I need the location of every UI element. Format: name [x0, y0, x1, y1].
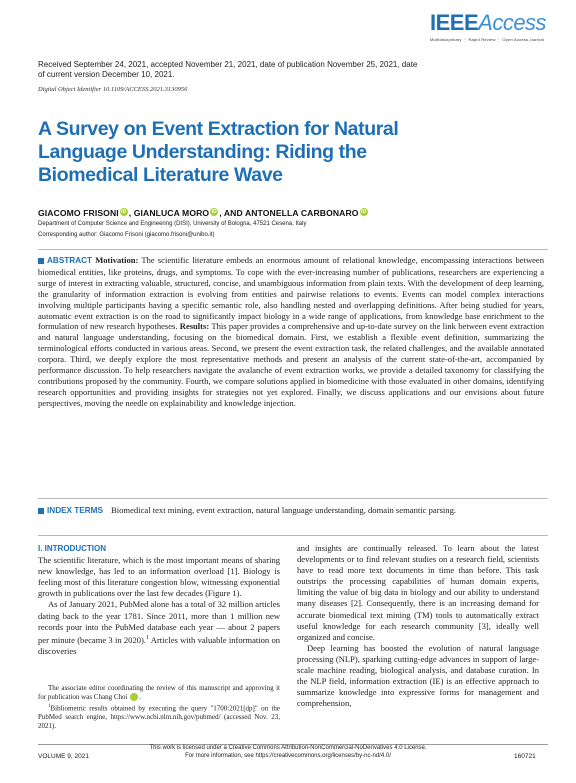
left-column [38, 543, 280, 657]
orcid-icon[interactable]: iD [211, 209, 217, 215]
orcid-icon[interactable]: iD [121, 209, 127, 215]
footnotes [38, 684, 280, 731]
index-terms-text: Biomedical text mining, event extraction, natural language understanding, domain semantic parsing. [110, 505, 457, 515]
index-terms-label: INDEX TERMS [47, 506, 103, 515]
section-marker-icon [38, 508, 44, 514]
index-terms [38, 505, 544, 516]
orcid-icon[interactable]: iD [130, 693, 138, 701]
author-list [38, 208, 369, 218]
divider [38, 498, 548, 499]
paragraph: As of January 2021, PubMed alone has a total of 32 million articles dating back to the year 1781. Since 2011, more than 1 million new records pour into the PubMed database each year — about 2 papers per minute (became 3 in 2020).$^1$ Articles with valuable information on discoveries [38, 599, 280, 656]
motivation-label: Motivation: [95, 255, 139, 265]
license-line: This work is licensed under a Creative Commons Attribution-NonCommercial-NoDerivatives 4.0 License. [149, 745, 427, 751]
right-column [297, 543, 539, 709]
author-name: , AND ANTONELLA CARBONARO [219, 208, 359, 218]
license-link[interactable]: For more information, see https://creativecommons.org/licenses/by-nc-nd/4.0/ [185, 752, 391, 759]
author-name: , GIANLUCA MORO [128, 208, 210, 218]
divider [38, 249, 548, 250]
paragraph: Deep learning has boosted the evolution of natural language processing (NLP), sparking cutting-edge advances in support of large-scale machine reading, biological analysis, and database curation. In the NLP field, information extraction (IE) is an effective approach to summarize knowledge into expressive forms for management and comprehension, [297, 642, 539, 709]
doi-line: Digital Object Identifier 10.1109/ACCESS.2021.3130956 [38, 86, 188, 93]
section-marker-icon [38, 258, 44, 264]
results-text: This paper provides a comprehensive and up-to-date survey on the link between event extraction and natural language understanding, focusing on the biomedical domain. First, we establish a flexible event definition, summarizing the terminological efforts conducted in various areas. Second, we present the event extraction task, the related challenges, and the available annotated corpora. Third, we deeply explore the most representative methods and present an analysis of the current state-of-the-art, accompanied by performance discussion. To help researchers navigate the avalanche of event extraction works, we provide a detailed taxonomy for classifying the contributions proposed by the community. Fourth, we compare solutions applied in biomedicine with those evaluated in other domains, identifying research opportunities and providing insights for strategies not yet explored. Finally, we discuss applications and our envisions about future perspectives, moving the needle on explainability and knowledge injection. [38, 321, 544, 408]
abstract-block [38, 255, 544, 409]
footnote-1: $^1$Bibliometric results obtained by executing the query "1700:2021[dp]" on the PubMed search engine, https://www.ncbi.nlm.nih.gov/pubmed/ (accessed Nov. 23, 2021). [38, 704, 280, 731]
affiliation: Department of Computer Science and Engineering (DISI), University of Bologna, 47521 Cesena, Italy [38, 221, 307, 227]
logo-tagline: Multidisciplinary ⋮ Rapid Review ⋮ Open Access Journal [430, 37, 544, 42]
motivation-text: The scientific literature embeds an enormous amount of relational knowledge, encompassing interactions between biomedical entities, like proteins, drugs, and symptoms. To cope with the ever-increasing number of publications, researchers are experiencing a surge of interest in extracting valuable, structured, concise, and unambiguous information from plain texts. With the development of deep learning, the granularity of information extraction is evolving from entities and pairwise relations to events. Events can model complex interactions involving multiple participants having a specific semantic role, also handling nested and overlapping definitions. After being studied for years, automatic event extraction is on the road to significantly impact biology in a wide range of applications, from knowledge base enrichment to the formulation of new research hypotheses. [38, 255, 544, 332]
orcid-icon[interactable]: iD [360, 209, 367, 215]
volume-label: VOLUME 9, 2021 [38, 753, 89, 760]
journal-logo [430, 12, 545, 52]
paragraph: and insights are continually released. To learn about the latest developments or to find relevant studies on a research field, scientists have to read more text documents in time than before. This task outstrips the processing capabilities of human domain experts, limiting the value of big data in biology and our ability to understand many diseases [2]. Consequently, there is an increasing demand for accurate biomedical text mining (TM) tools to automatically extract useful knowledge for each research community [3], ideally well organized and concise. [297, 543, 539, 642]
divider [38, 535, 548, 536]
logo-wordmark: IEEEAccess [430, 10, 547, 35]
paper-title: A Survey on Event Extraction for Natural Language Understanding: Riding the Biomedical Literature Wave [38, 118, 399, 186]
publication-dates: Received September 24, 2021, accepted November 21, 2021, date of publication November 25, 2021, date of current version December 10, 2021. [38, 60, 418, 79]
results-label: Results: [179, 321, 210, 332]
abstract-label: ABSTRACT [47, 256, 93, 265]
section-heading: I. INTRODUCTION [38, 544, 106, 553]
corresponding-author: Corresponding author: Giacomo Frisoni (giacomo.frisoni@unibo.it) [38, 232, 215, 238]
author-name: GIACOMO FRISONI [38, 208, 119, 218]
paragraph: The scientific literature, which is the most important means of sharing new knowledge, has led to an information overload [1]. Biology is feeling most of this literature congestion blow, witnessing exponential growth in publications over the last few decades (Figure 1). [38, 555, 280, 599]
page-number: 160721 [514, 753, 536, 760]
editor-note: The associate editor coordinating the review of this manuscript and approving it for publication was Chang Choi iD [38, 684, 280, 701]
